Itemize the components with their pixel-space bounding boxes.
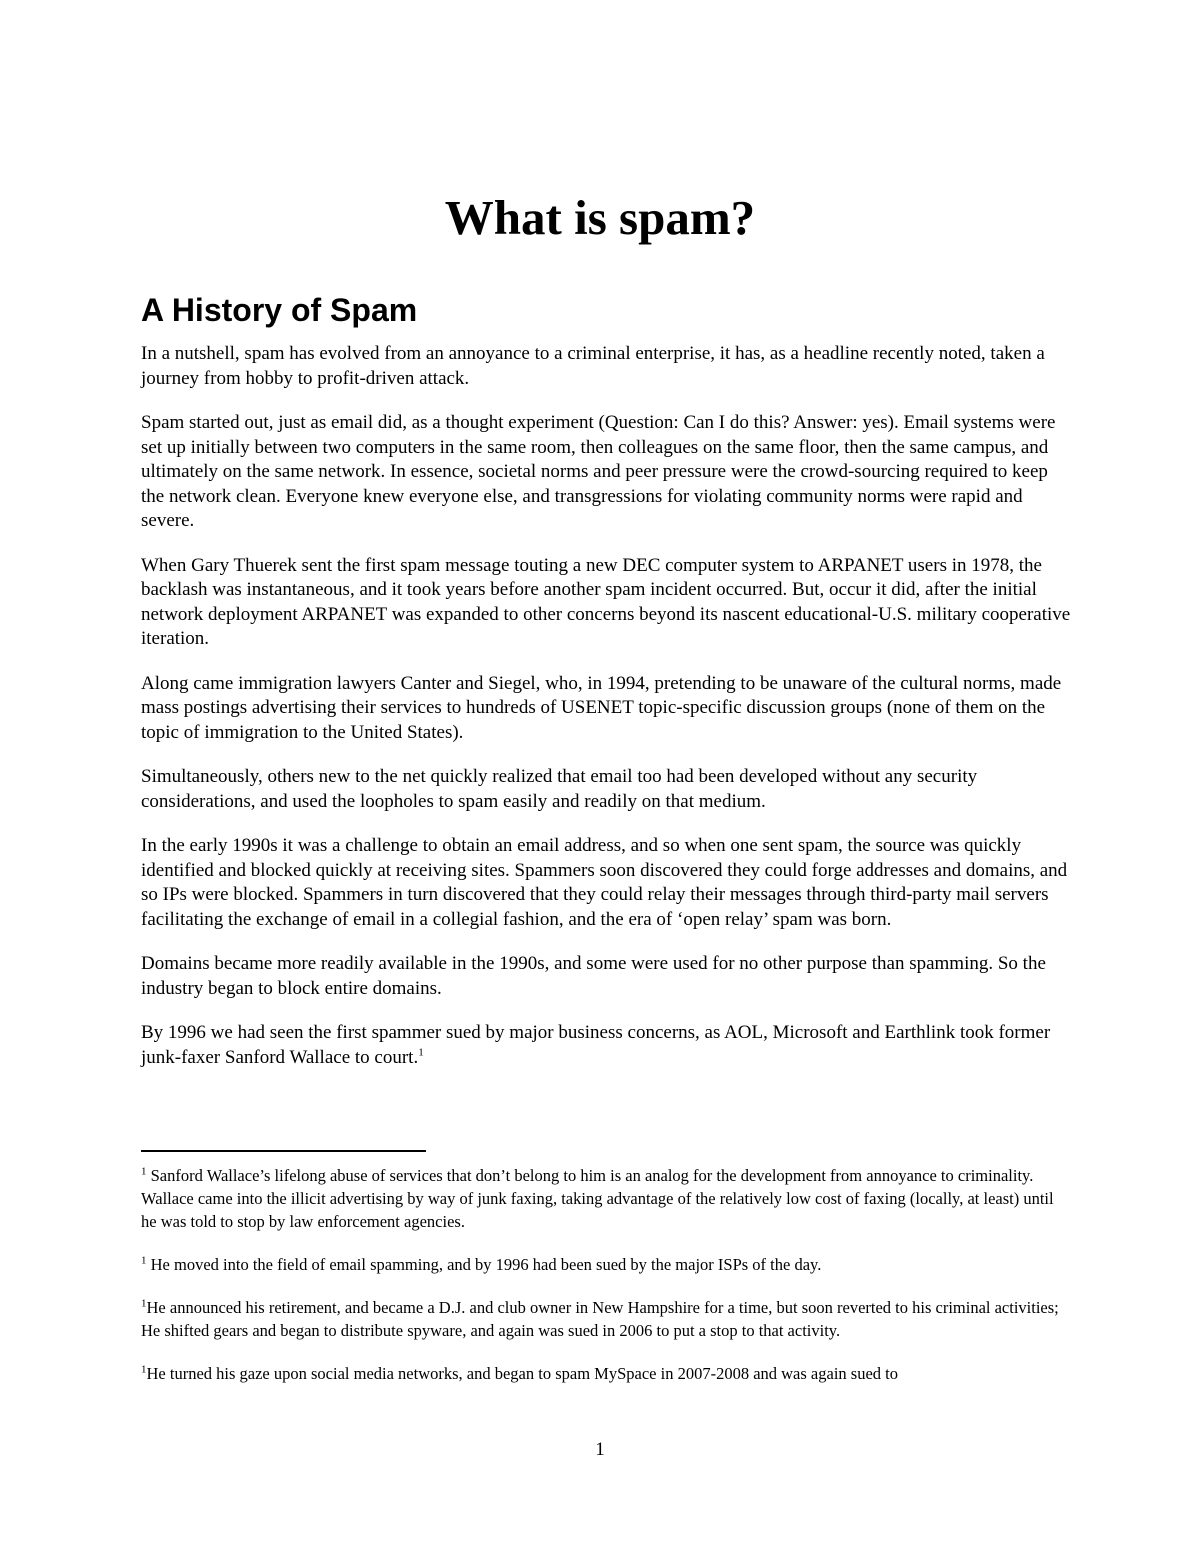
footnote-text: Sanford Wallace’s lifelong abuse of services that don’t belong to him is an analog for the development from annoyance to criminality. Wallace came into the illicit advertising by way of junk faxing, taking advantage of the relatively low cost of faxing (locally, at least) until he was told to stop by law enforcement agencies.	[141, 1166, 1054, 1231]
footnote-separator	[141, 1150, 426, 1152]
paragraph: Simultaneously, others new to the net quickly realized that email too had been developed without any security considerations, and used the loopholes to spam easily and readily on that medium.	[141, 766, 978, 812]
footnote-text: He moved into the field of email spamming, and by 1996 had been sued by the major ISPs of the day.	[146, 1255, 822, 1274]
paragraph: In the early 1990s it was a challenge to obtain an email address, and so when one sent spam, the source was quickly identified and blocked quickly at receiving sites. Spammers soon discovered they could forge addresses and domains, and so IPs were blocked. Spammers in turn discovered that they could relay their messages through third-party mail servers facilitating the exchange of email in a collegial fashion, and the era of ‘open relay’ spam was born.	[141, 835, 1068, 930]
footnote-mark: 1	[141, 1363, 147, 1376]
paragraph: Domains became more readily available in the 1990s, and some were used for no other purpose than spamming. So the industry began to block entire domains.	[141, 953, 1046, 999]
paragraph-last	[141, 1021, 1071, 1070]
paragraph: Along came immigration lawyers Canter and Siegel, who, in 1994, pretending to be unaware of the cultural norms, made mass postings advertising their services to hundreds of USENET topic-specific discussion groups (none of them on the topic of immigration to the United States).	[141, 672, 1062, 743]
section-heading: A History of Spam	[141, 292, 418, 328]
footnote-text: He turned his gaze upon social media networks, and began to spam MySpace in 2007-2008 and was again sued to	[146, 1364, 898, 1383]
paragraph: In a nutshell, spam has evolved from an annoyance to a criminal enterprise, it has, as a headline recently noted, taken a journey from hobby to profit-driven attack.	[141, 343, 1045, 389]
document-title: What is spam?	[444, 190, 756, 245]
footnote-mark: 1	[141, 1297, 147, 1310]
footnote-reference[interactable]: 1	[418, 1046, 424, 1059]
footnotes	[141, 1164, 1071, 1405]
body-text	[141, 342, 1071, 1090]
footnote	[141, 1164, 1071, 1233]
paragraph: Spam started out, just as email did, as a thought experiment (Question: Can I do this? Answer: yes). Email systems were set up initially between two computers in the same room, then colleagues on the same floor, then the same campus, and ultimately on the same network. In essence, societal norms and peer pressure were the crowd-sourcing required to keep the network clean. Everyone knew everyone else, and transgressions for violating community norms were rapid and severe.	[141, 412, 1056, 531]
page-number: 1	[595, 1439, 605, 1460]
paragraph-text: By 1996 we had seen the first spammer sued by major business concerns, as AOL, Microsoft and Earthlink took former junk-faxer Sanford Wallace to court.	[141, 1022, 1051, 1068]
paragraph: When Gary Thuerek sent the first spam message touting a new DEC computer system to ARPANET users in 1978, the backlash was instantaneous, and it took years before another spam incident occurred. But, occur it did, after the initial network deployment ARPANET was expanded to other concerns beyond its nascent educational-U.S. military cooperative iteration.	[141, 554, 1071, 649]
footnote	[141, 1253, 1071, 1276]
footnote-mark: 1	[141, 1254, 147, 1267]
footnote-mark: 1	[141, 1165, 147, 1178]
footnote-text: He announced his retirement, and became a D.J. and club owner in New Hampshire for a time, but soon reverted to his criminal activities; He shifted gears and began to distribute spyware, and again was sued in 2006 to put a stop to that activity.	[141, 1298, 1059, 1340]
footnote	[141, 1296, 1071, 1342]
footnote	[141, 1362, 1071, 1385]
